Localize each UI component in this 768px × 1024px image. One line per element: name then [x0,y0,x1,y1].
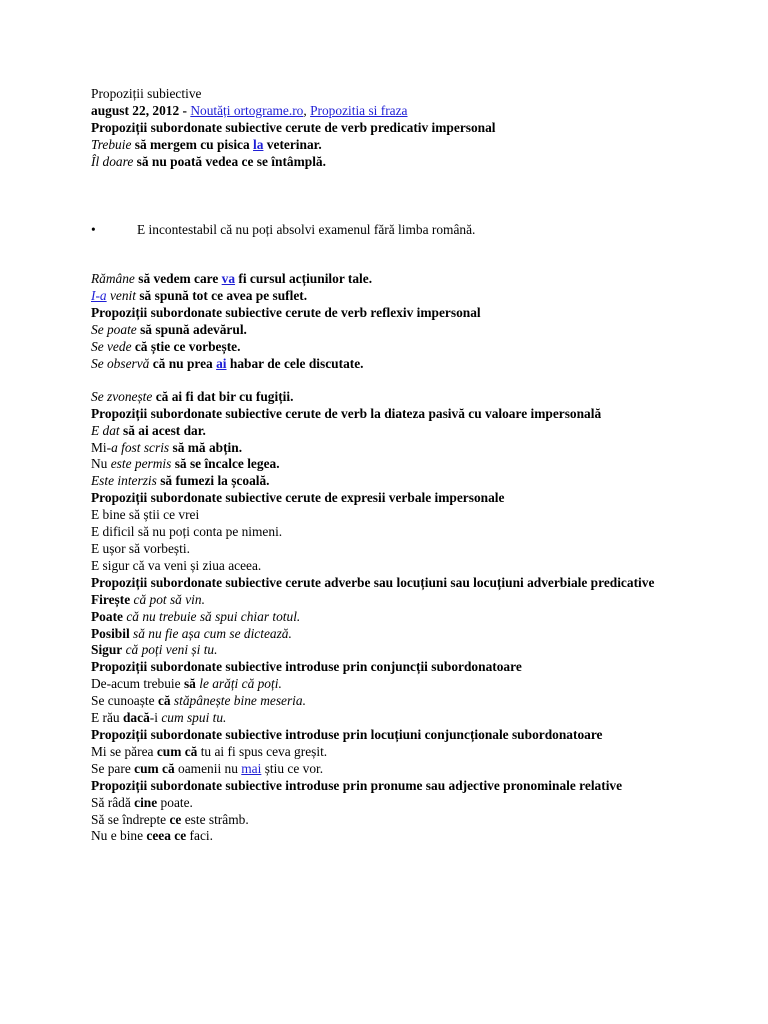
inline-link-mai[interactable]: mai [241,760,262,776]
example-line [91,676,691,693]
example-text: să nu poată vedea ce se întâmplă. [133,153,326,169]
example-keyword: cine [134,794,158,810]
example-verb: a fost scris [111,439,170,455]
example-line [91,744,691,761]
example-line [91,322,691,339]
example-text: să mergem cu pisica [131,136,254,152]
example-text: că nu trebuie să spui chiar totul. [122,608,301,624]
example-keyword: dacă [122,710,150,726]
inline-link-i-a[interactable]: I-a [91,288,107,304]
example-text: Să râdă [91,794,135,810]
example-text: cum spui tu. [157,710,227,726]
example-line [91,626,691,643]
example-text: Nu [91,456,111,472]
example-verb: Se zvonește [91,388,153,404]
example-text: tu ai fi spus ceva greșit. [197,743,328,759]
section-heading: Propoziții subordonate subiective cerute adverbe sau locuțiuni sau locuțiuni adverbiale predicative [91,574,655,590]
inline-link-ai[interactable]: ai [216,355,227,371]
example-line [91,642,691,659]
example-line [91,154,691,171]
section-heading: Propoziții subordonate subiective cerute de verb predicativ impersonal [91,119,496,135]
example-keyword: cum că [156,743,198,759]
example-line: E sigur că va veni și ziua aceea. [91,557,262,573]
example-keyword: Poate [91,608,123,624]
page-title [91,86,691,103]
example-line [91,592,691,609]
example-keyword: cum că [134,760,175,776]
example-line [91,609,691,626]
example-verb: Se vede [91,339,132,355]
post-meta [91,103,691,120]
example-verb: Îl doare [91,153,134,169]
category-link-noutati[interactable]: Noutăți ortograme.ro [190,102,304,118]
example-verb: Trebuie [91,136,132,152]
section-heading: Propoziții subordonate subiective introduse prin locuțiuni conjuncționale subordonatoare [91,726,603,742]
example-text: -i [149,710,158,726]
example-line [91,440,691,457]
example-line [91,356,691,373]
example-text: Se cunoaște [91,693,158,709]
example-line [91,812,691,829]
example-text: să spună tot ce avea pe suflet. [136,288,308,304]
bullet-item [91,222,691,239]
example-text: să nu fie așa cum se dictează. [129,625,292,641]
example-text: E rău [91,710,123,726]
section-heading: Propoziții subordonate subiective introduse prin conjuncții subordonatoare [91,659,522,675]
example-keyword: ce [169,811,182,827]
example-text: Mi se părea [91,743,157,759]
bullet-text: E incontestabil că nu poți absolvi examenul fără limba română. [137,221,476,237]
example-text: știu ce vor. [261,760,324,776]
example-line: E dificil să nu poți conta pe nimeni. [91,524,283,540]
category-link-propozitia[interactable]: Propozitia si fraza [310,102,408,118]
example-text: habar de cele discutate. [226,355,364,371]
example-text: că pot să vin. [130,591,205,607]
example-line [91,795,691,812]
example-text: Mi- [91,439,112,455]
example-text: să mă abțin. [169,439,243,455]
example-text: să fumezi la școală. [156,473,270,489]
inline-link-la[interactable]: la [253,136,264,152]
bullet-icon: • [91,221,96,237]
example-line [91,828,691,845]
example-line [91,693,691,710]
example-keyword: să [183,676,196,692]
document-body [91,86,691,845]
example-text: Se pare [91,760,135,776]
example-verb: venit [106,288,136,304]
example-text: Nu e bine [91,828,147,844]
section-heading: Propoziții subordonate subiective cerute de verb la diateza pasivă cu valoare impersonală [91,405,602,421]
example-text: să vedem care [134,271,222,287]
example-line [91,288,691,305]
example-text: să se încalce legea. [171,456,280,472]
meta-comma: , [303,102,311,118]
example-text: să spună adevărul. [136,322,247,338]
post-date: august 22, 2012 [91,102,180,118]
example-line [91,761,691,778]
example-text: De-acum trebuie [91,676,184,692]
example-keyword: Posibil [91,625,130,641]
example-keyword: că [157,693,171,709]
meta-separator: - [179,102,191,118]
example-text: că ai fi dat bir cu fugiții. [152,388,294,404]
example-text: că știe ce vorbește. [131,339,241,355]
section-heading: Propoziții subordonate subiective cerute de expresii verbale impersonale [91,490,505,506]
example-keyword: ceea ce [146,828,187,844]
example-line [91,473,691,490]
example-text: poate. [157,794,193,810]
example-line [91,271,691,288]
example-keyword: Firește [91,591,131,607]
example-line [91,423,691,440]
example-text: că poți veni și tu. [122,642,218,658]
example-verb: Se observă [91,355,150,371]
section-heading: Propoziții subordonate subiective introduse prin pronume sau adjective pronominale relative [91,777,623,793]
example-text: le arăți că poți. [195,676,282,692]
example-verb: Se poate [91,322,137,338]
example-text: veterinar. [263,136,322,152]
example-text: oamenii nu [174,760,242,776]
example-line [91,389,691,406]
example-text: Să se îndrepte [91,811,170,827]
example-line [91,710,691,727]
example-line: E ușor să vorbești. [91,541,190,557]
example-verb: este permis [110,456,172,472]
example-text: este strâmb. [181,811,249,827]
example-line [91,137,691,154]
inline-link-va[interactable]: va [221,271,236,287]
example-text: că nu prea [149,355,217,371]
example-text: stăpânește bine meseria. [170,693,306,709]
example-keyword: Sigur [91,642,123,658]
title-text: Propoziții subiective [91,86,202,101]
example-verb: Rămâne [91,271,135,287]
section-heading: Propoziții subordonate subiective cerute de verb reflexiv impersonal [91,305,481,321]
example-text: faci. [186,828,213,844]
example-line: E bine să știi ce vrei [91,507,200,523]
example-line [91,456,691,473]
example-verb: E dat [91,422,120,438]
example-text: să ai acest dar. [119,422,206,438]
example-line [91,339,691,356]
example-verb: Este interzis [91,473,157,489]
example-text: fi cursul acțiunilor tale. [235,271,373,287]
